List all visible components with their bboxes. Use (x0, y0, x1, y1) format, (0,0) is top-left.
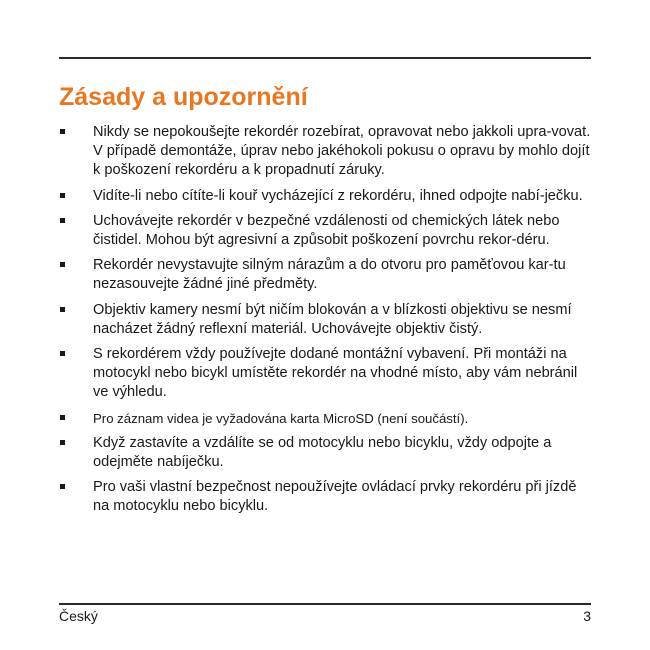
list-item-text: Pro záznam videa je vyžadována karta MicroSD (není součástí). (93, 410, 469, 426)
list-item-text: Když zastavíte a vzdálíte se od motocyklu nebo bicyklu, vždy odpojte a odejměte nabíječku. (93, 434, 552, 471)
list-item (59, 301, 591, 339)
bullet-icon (60, 484, 65, 489)
bullet-icon (60, 440, 65, 445)
list-item-text: Pro vaši vlastní bezpečnost nepoužívejte ovládací prvky rekordéru při jízdě na motocyklu nebo bicyklu. (93, 479, 577, 515)
safety-list (59, 123, 591, 523)
bullet-icon (60, 351, 65, 356)
list-item-text: Objektiv kamery nesmí být ničím blokován a v blízkosti objektivu se nesmí nacházet žádný reflexní materiál. Uchovávejte objektiv čistý. (93, 301, 572, 337)
list-item-text: Vidíte-li nebo cítíte-li kouř vycházející z rekordéru, ihned odpojte nabí-ječku. (93, 187, 583, 204)
bullet-icon (60, 415, 65, 420)
list-item (59, 345, 591, 403)
bullet-icon (60, 193, 65, 198)
top-divider (59, 57, 591, 59)
list-item-text: Nikdy se nepokoušejte rekordér rozebírat, opravovat nebo jakkoli upra-vovat. V případě demontáže, úprav nebo jakéhokoli pokusu o opravu by mohlo dojít k poškození rekordéru a k propadnutí záruky. (93, 124, 591, 179)
list-item (59, 434, 591, 472)
page-number: 3 (583, 608, 591, 624)
list-item-text: S rekordérem vždy používejte dodané montážní vybavení. Při montáži na motocykl nebo bicykl umístěte rekordér na vhodné místo, aby vám nebránil ve výhledu. (93, 346, 578, 401)
bottom-divider (59, 603, 591, 605)
bullet-icon (60, 129, 65, 134)
list-item (59, 187, 591, 206)
list-item (59, 256, 591, 294)
bullet-icon (60, 307, 65, 312)
list-item-text: Rekordér nevystavujte silným nárazům a do otvoru pro paměťovou kar-tu nezasouvejte žádné jiné předměty. (93, 257, 566, 293)
list-item (59, 123, 591, 181)
list-item (59, 212, 591, 250)
list-item (59, 409, 591, 428)
page-title: Zásady a upozornění (59, 83, 308, 111)
bullet-icon (60, 262, 65, 267)
footer-language: Český (59, 608, 98, 624)
list-item-text: Uchovávejte rekordér v bezpečné vzdálenosti od chemických látek nebo čistidel. Mohou být agresivní a způsobit poškození povrchu rekor-déru. (93, 212, 560, 249)
bullet-icon (60, 218, 65, 223)
list-item (59, 478, 591, 516)
